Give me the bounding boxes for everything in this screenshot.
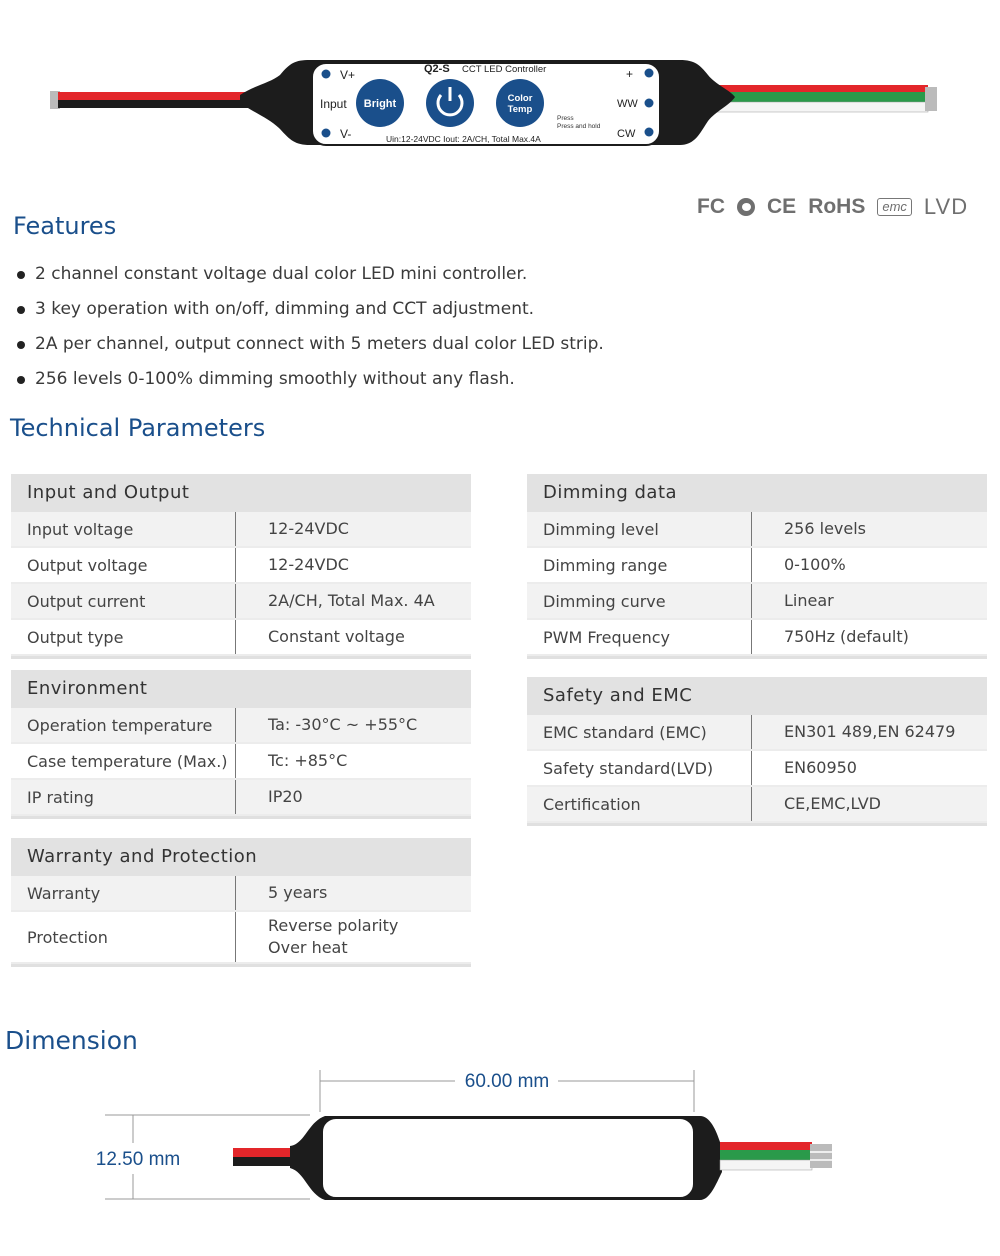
technical-parameters-title: Technical Parameters (10, 414, 266, 442)
warranty-table (11, 838, 471, 967)
param-name: Dimming curve (527, 584, 752, 618)
features-title: Features (13, 212, 117, 240)
certification-logos (697, 192, 987, 222)
param-value: Tc: +85°C (268, 751, 348, 770)
ww-label: WW (617, 98, 638, 110)
param-name: EMC standard (EMC) (527, 715, 752, 749)
param-name: Input voltage (11, 512, 236, 546)
table-row (11, 744, 471, 780)
rohs-logo: RoHS (808, 195, 866, 218)
model-label: Q2-S (424, 63, 450, 75)
power-button[interactable] (426, 79, 474, 127)
table-row (11, 620, 471, 656)
param-name: Protection (11, 912, 236, 962)
param-value: 12-24VDC (268, 555, 349, 574)
environment-table (11, 670, 471, 819)
safety-emc-table (527, 677, 987, 826)
table-header: Warranty and Protection (11, 838, 471, 876)
dimension-drawing (80, 1060, 860, 1210)
param-value: Linear (784, 591, 834, 610)
length-label: 60.00 mm (464, 1071, 550, 1092)
v-plus-label: V+ (340, 68, 356, 82)
table-header: Input and Output (11, 474, 471, 512)
table-row (11, 780, 471, 816)
bullet-icon (17, 341, 25, 349)
fc-logo: FC (697, 195, 725, 218)
product-name-label: CCT LED Controller (462, 64, 547, 75)
bullet-icon (17, 376, 25, 384)
input-output-table (11, 474, 471, 659)
v-minus-label: V- (340, 127, 352, 141)
feature-text: 3 key operation with on/off, dimming and CCT adjustment. (35, 299, 535, 319)
feature-item (14, 257, 714, 292)
out-plus-label: + (626, 67, 634, 81)
table-header: Environment (11, 670, 471, 708)
param-name: Output type (11, 620, 236, 654)
param-name: Certification (527, 787, 752, 821)
table-row (527, 584, 987, 620)
feature-text: 2A per channel, output connect with 5 meters dual color LED strip. (35, 334, 604, 354)
table-row (11, 512, 471, 548)
param-value: IP20 (268, 787, 303, 806)
table-header: Safety and EMC (527, 677, 987, 715)
height-label: 12.50 mm (95, 1149, 181, 1170)
table-row (527, 620, 987, 656)
temp-label: Temp (507, 104, 533, 115)
feature-text: 256 levels 0-100% dimming smoothly without any flash. (35, 369, 515, 389)
table-header: Dimming data (527, 474, 987, 512)
table-row (11, 708, 471, 744)
bullet-icon (17, 271, 25, 279)
bullet-icon (17, 306, 25, 314)
param-value: Constant voltage (268, 627, 405, 646)
press-hold-label: Press and hold (557, 123, 601, 130)
param-value: CE,EMC,LVD (784, 794, 881, 813)
color-label: Color (507, 93, 533, 104)
table-row (11, 584, 471, 620)
lvd-logo: LVD (923, 194, 969, 219)
table-row (11, 548, 471, 584)
param-value: EN60950 (784, 758, 857, 777)
table-row (527, 787, 987, 823)
param-name: Case temperature (Max.) (11, 744, 236, 778)
feature-item (14, 292, 714, 327)
param-value: 750Hz (default) (784, 627, 909, 646)
param-name: Dimming level (527, 512, 752, 546)
emc-logo: emc (877, 198, 912, 216)
table-row (11, 876, 471, 912)
param-value: 5 years (268, 883, 328, 902)
feature-item (14, 327, 714, 362)
param-value: 256 levels (784, 519, 867, 538)
table-row (527, 751, 987, 787)
press-label: Press (557, 115, 574, 122)
cw-label: CW (617, 128, 636, 140)
table-row (527, 512, 987, 548)
table-row (11, 912, 471, 964)
feature-text: 2 channel constant voltage dual color LED mini controller. (35, 264, 528, 284)
dimming-table (527, 474, 987, 659)
c-tick-icon (737, 198, 755, 216)
param-value: Ta: -30°C ~ +55°C (268, 715, 418, 734)
param-name: Output voltage (11, 548, 236, 582)
param-name: Output current (11, 584, 236, 618)
product-image (40, 45, 960, 160)
table-row (527, 548, 987, 584)
param-name: IP rating (11, 780, 236, 814)
param-name: Warranty (11, 876, 236, 910)
feature-item (14, 362, 714, 397)
input-label: Input (320, 97, 347, 111)
table-row (527, 715, 987, 751)
features-list (14, 257, 714, 397)
param-value: 12-24VDC (268, 519, 349, 538)
spec-line: Uin:12-24VDC Iout: 2A/CH, Total Max.4A (386, 134, 541, 144)
param-name: Operation temperature (11, 708, 236, 742)
param-value: 2A/CH, Total Max. 4A (268, 591, 435, 610)
param-value: 0-100% (784, 555, 846, 574)
param-value: Reverse polarity Over heat (268, 916, 399, 957)
dimension-title: Dimension (5, 1026, 138, 1055)
param-name: Safety standard(LVD) (527, 751, 752, 785)
param-name: PWM Frequency (527, 620, 752, 654)
ce-logo: CE (767, 195, 797, 218)
bright-label: Bright (363, 98, 397, 110)
param-name: Dimming range (527, 548, 752, 582)
param-value: EN301 489,EN 62479 (784, 722, 956, 741)
